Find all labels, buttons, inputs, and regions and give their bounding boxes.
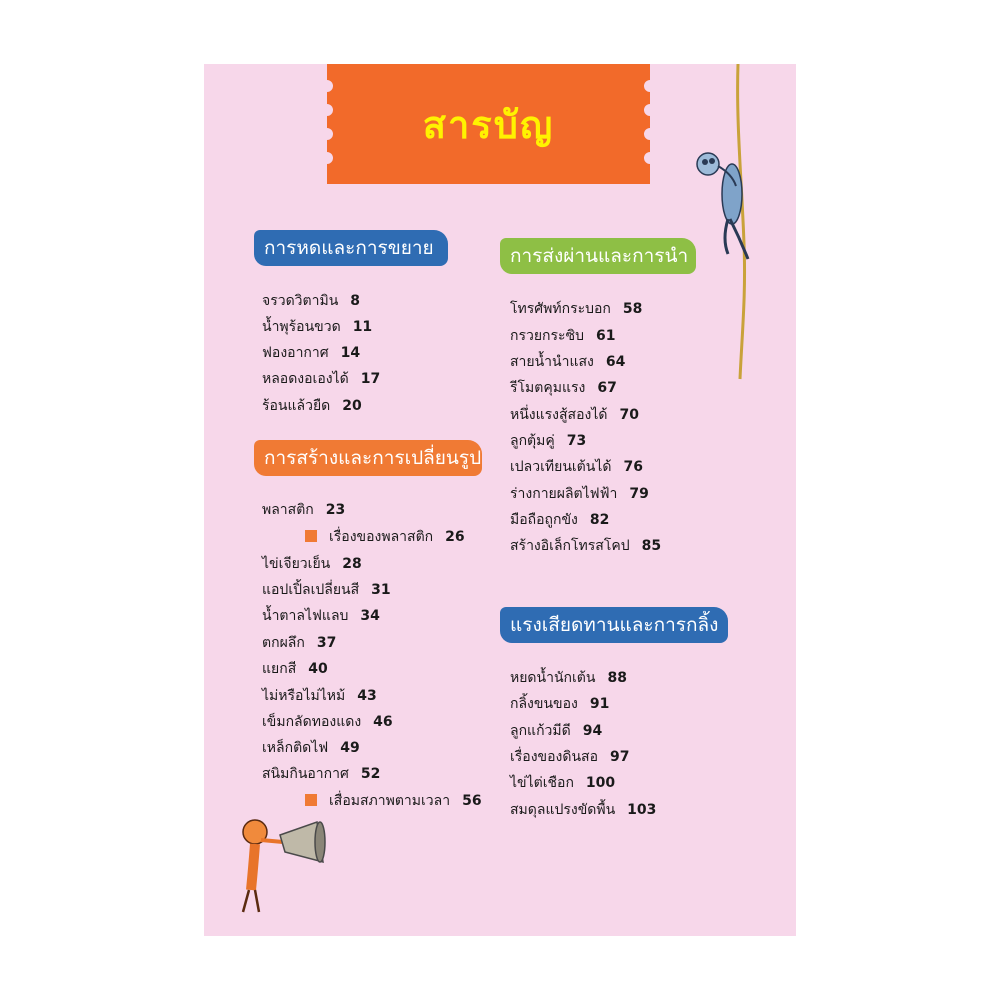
entry-page: 40 <box>308 661 328 677</box>
section-heading: การหดและการขยาย <box>254 230 448 266</box>
toc-subentry[interactable] <box>305 791 482 811</box>
toc-entry[interactable] <box>510 800 656 820</box>
toc-entry[interactable] <box>262 554 362 574</box>
entry-title: เข็มกลัดทองแดง <box>262 714 362 730</box>
entry-page: 97 <box>609 749 630 765</box>
toc-entry[interactable] <box>510 536 661 556</box>
monkey-on-rope-illustration <box>670 64 770 384</box>
entry-page: 79 <box>629 486 649 502</box>
entry-page: 58 <box>622 301 643 317</box>
entry-title: น้ำพุร้อนขวด <box>262 319 341 335</box>
entry-page: 88 <box>607 670 627 686</box>
entry-title: หยดน้ำนักเต้น <box>510 670 596 686</box>
toc-entry[interactable] <box>510 457 643 477</box>
entry-page: 52 <box>360 766 381 782</box>
entry-page: 46 <box>373 714 393 730</box>
entry-page: 103 <box>627 802 657 818</box>
toc-entry[interactable] <box>510 694 609 714</box>
entry-title: ไข่ไต่เชือก <box>510 775 574 791</box>
toc-entry[interactable] <box>262 738 360 758</box>
entry-title: โทรศัพท์กระบอก <box>510 301 611 317</box>
toc-entry[interactable] <box>510 326 615 346</box>
entry-page: 94 <box>582 723 603 739</box>
entry-title: สนิมกินอากาศ <box>262 766 349 782</box>
toc-entry[interactable] <box>262 659 328 679</box>
toc-entry[interactable] <box>510 352 625 372</box>
entry-title: ร้อนแล้วยืด <box>262 398 331 414</box>
toc-entry[interactable] <box>510 510 609 530</box>
entry-page: 85 <box>641 538 662 554</box>
toc-entry[interactable] <box>510 431 586 451</box>
entry-title: ไม่หรือไม่ไหม้ <box>262 688 346 704</box>
page-title: สารบัญ <box>422 102 555 147</box>
entry-title: เสื่อมสภาพตามเวลา <box>329 793 451 809</box>
toc-entry[interactable] <box>262 369 380 389</box>
toc-entry[interactable] <box>510 773 615 793</box>
section-heading: แรงเสียดทานและการกลิ้ง <box>500 607 728 643</box>
entry-title: ฟองอากาศ <box>262 345 329 361</box>
entry-page: 73 <box>566 433 587 449</box>
entry-page: 8 <box>350 293 361 309</box>
entry-title: ร่างกายผลิตไฟฟ้า <box>510 486 618 502</box>
toc-entry[interactable] <box>262 580 391 600</box>
entry-title: หนึ่งแรงสู้สองได้ <box>510 407 608 423</box>
entry-title: เปลวเทียนเต้นได้ <box>510 459 612 475</box>
toc-entry[interactable] <box>262 764 380 784</box>
entry-title: เรื่องของพลาสติก <box>329 529 434 545</box>
entry-page: 23 <box>325 502 346 518</box>
entry-title: น้ำตาลไฟแลบ <box>262 608 349 624</box>
toc-entry[interactable] <box>510 721 602 741</box>
entry-title: เหล็กติดไฟ <box>262 740 329 756</box>
entry-title: ลูกตุ้มคู่ <box>510 433 555 449</box>
entry-title: รีโมตคุมแรง <box>510 380 586 396</box>
entry-title: กรวยกระซิบ <box>510 328 584 344</box>
entry-page: 34 <box>360 608 380 624</box>
entry-title: สมดุลแปรงขัดพื้น <box>510 802 616 818</box>
entry-page: 61 <box>595 328 616 344</box>
toc-entry[interactable] <box>262 396 362 416</box>
entry-title: สร้างอิเล็กโทรสโคป <box>510 538 630 554</box>
entry-page: 26 <box>445 529 465 545</box>
entry-page: 67 <box>597 380 617 396</box>
entry-page: 37 <box>316 635 337 651</box>
toc-entry[interactable] <box>262 500 345 520</box>
entry-title: กลิ้งขนของ <box>510 696 578 712</box>
entry-page: 49 <box>340 740 360 756</box>
entry-page: 82 <box>589 512 610 528</box>
entry-page: 17 <box>360 371 381 387</box>
girl-with-megaphone-illustration <box>225 810 335 920</box>
entry-page: 11 <box>352 319 373 335</box>
entry-title: เรื่องของดินสอ <box>510 749 598 765</box>
toc-entry[interactable] <box>262 606 380 626</box>
entry-page: 31 <box>371 582 391 598</box>
toc-entry[interactable] <box>262 686 377 706</box>
entry-title: มือถือถูกขัง <box>510 512 578 528</box>
toc-entry[interactable] <box>262 633 336 653</box>
toc-subentry[interactable] <box>305 527 465 547</box>
entry-title: แยกสี <box>262 661 297 677</box>
toc-entry[interactable] <box>510 484 649 504</box>
entry-page: 70 <box>619 407 639 423</box>
toc-entry[interactable] <box>510 299 642 319</box>
section-heading: การสร้างและการเปลี่ยนรูป <box>254 440 482 476</box>
entry-page: 100 <box>585 775 616 791</box>
entry-title: แอปเปิ้ลเปลี่ยนสี <box>262 582 360 598</box>
title-ticket <box>327 64 650 184</box>
entry-title: จรวดวิตามิน <box>262 293 339 309</box>
section-heading: การส่งผ่านและการนำ <box>500 238 696 274</box>
entry-title: สายน้ำนำแสง <box>510 354 594 370</box>
toc-entry[interactable] <box>262 343 360 363</box>
toc-entry[interactable] <box>510 747 629 767</box>
orange-square-bullet <box>305 794 317 806</box>
toc-entry[interactable] <box>262 712 393 732</box>
entry-page: 76 <box>623 459 643 475</box>
toc-entry[interactable] <box>262 317 372 337</box>
entry-page: 56 <box>462 793 482 809</box>
toc-entry[interactable] <box>262 291 360 311</box>
entry-page: 20 <box>342 398 362 414</box>
toc-entry[interactable] <box>510 378 617 398</box>
toc-entry[interactable] <box>510 668 627 688</box>
orange-square-bullet <box>305 530 317 542</box>
entry-title: ตกผลึก <box>262 635 305 651</box>
entry-page: 43 <box>357 688 377 704</box>
entry-title: หลอดงอเองได้ <box>262 371 349 387</box>
entry-title: ลูกแก้วมีดี <box>510 723 571 739</box>
toc-entry[interactable] <box>510 405 639 425</box>
entry-page: 14 <box>340 345 361 361</box>
entry-title: พลาสติก <box>262 502 314 518</box>
entry-title: ไข่เจียวเย็น <box>262 556 331 572</box>
entry-page: 91 <box>589 696 610 712</box>
entry-page: 28 <box>342 556 362 572</box>
entry-page: 64 <box>605 354 626 370</box>
